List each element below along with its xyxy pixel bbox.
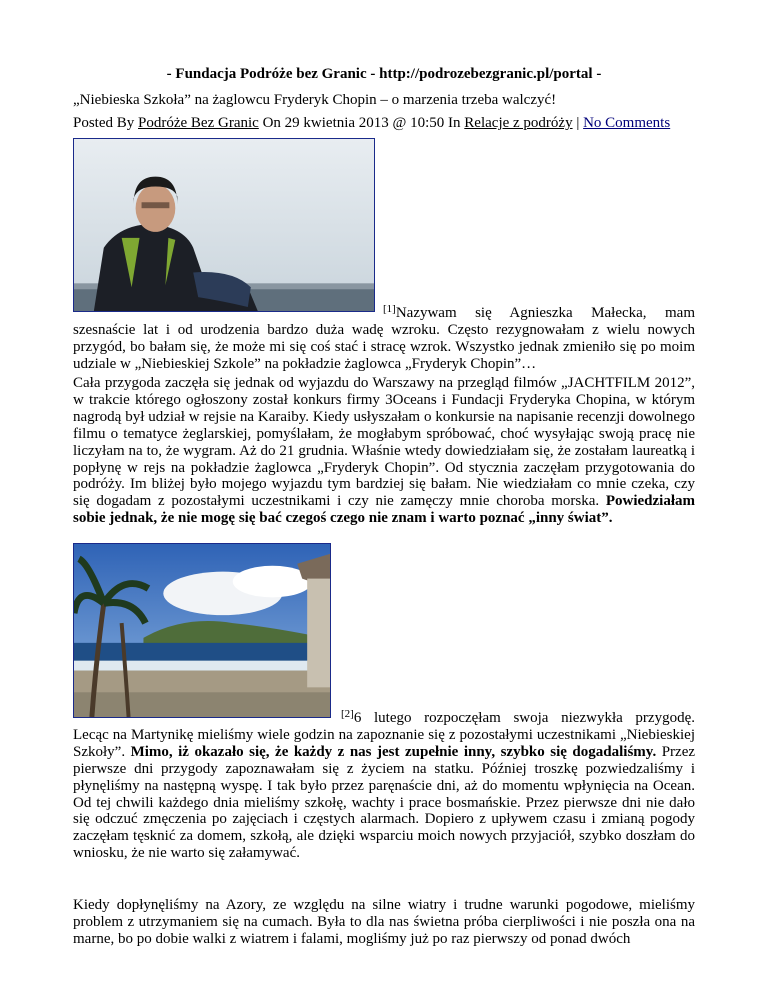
- paragraph-2-bold: Powiedziałam sobie jednak, że nie mogę się bać czegoś czego nie znam i warto poznać „inny świat”.: [73, 493, 695, 527]
- paragraph-3-text-a: Lecąc na Martynikę mieliśmy wiele godzin na zapoznanie się z pozostałymi uczestnikami „Niebieskiej Szkoły”.: [73, 726, 695, 760]
- paragraph-2-text: Cała przygoda zaczęła się jednak od wyjazdu do Warszawy na przegląd filmów „JACHTFILM 2012”, w trakcie którego ogłoszony został konkurs firmy 3Oceans i Fundacji Fryderyka Chopina, w którym nagrodą był udział w rejsie na Karaiby. Kiedy usłyszałam o konkursie na napisanie recenzji dowolnego filmu o tematyce żeglarskiej, pomyślałam, że mogłabym spróbować, choć wysyłając swoją pracę nie liczyłam na to, że wygram. Aż do 21 grudnia. Właśnie wtedy dowiedziałam się, że zostałam laureatką i popłynę w rejs na pokładzie żaglowca „Fryderyk Chopin”. Od stycznia zaczęłam przygotowania do podróży. Im bliżej było mojego wyjazdu tym bardziej się bałam. Nie wiedziałam co mnie czeka, czy się dogadam z pozostałymi uczestnikami i czy nie zamęczy mnie choroba morska.: [73, 375, 695, 510]
- paragraph-1-rest: szesnaście lat i od urodzenia bardzo duża wadę wzroku. Często rezygnowałam z wielu nowych przygód, bo bałam się, że może mi się coś stać i stracę wzrok. Wszystko jednak zmieniło się po moim udziale w „Niebieskiej Szkole” na pokładzie żaglowca „Fryderyk Chopin”…: [73, 321, 695, 372]
- paragraph-3-text-b: Przez pierwsze dni przygody zapoznawałam się z życiem na statku. Później troszkę pozwiedzaliśmy i płynęliśmy na następną wyspę. I tak było przez paręnaście dni, aż do momentu wpłynięcia na Ocean. Od tej chwili każdego dnia mieliśmy szkołę, wachty i prace bosmańskie. Przez pierwsze dni nie dało się odczuć zmęczenia po zajęciach i częstych alarmach. Dopiero z upływem czasu i zmianą pogody zaczęłam tęsknić za domem, szkołą, ale dzięki wsparciu moich nowych przyjaciół, szybko doszłam do wniosku, że nie warto się załamywać.: [73, 743, 696, 862]
- paragraph-4: Kiedy dopłynęliśmy na Azory, ze względu na silne wiatry i trudne warunki pogodowe, mieliśmy problem z utrzymaniem się na cumach. Była to dla nas świetna próba cierpliwości i nie poszła ona na marne, bo po dobie walki z wiatrem i falami, mogliśmy już po raz pierwszy od ponad dwóch: [73, 897, 695, 947]
- paragraph-3-line-1: 6 lutego rozpoczęłam swoja niezwykła przygodę.: [353, 710, 695, 726]
- category-link[interactable]: Relacje z podróży: [464, 115, 573, 131]
- in-label: In: [448, 115, 461, 131]
- paragraph-2: [73, 375, 695, 527]
- photo-tropical-beach: [73, 543, 331, 718]
- author-link[interactable]: Podróże Bez Granic: [138, 115, 259, 131]
- image-ref-1: [1]: [383, 303, 396, 315]
- article-title: „Niebieska Szkoła” na żaglowcu Fryderyk Chopin – o marzenia trzeba walczyć!: [73, 92, 557, 108]
- on-label: On: [262, 115, 281, 131]
- paragraph-1: [73, 305, 695, 373]
- paragraph-3-bold: Mimo, iż okazało się, że każdy z nas jest zupełnie inny, szybko się dogadaliśmy.: [130, 743, 657, 760]
- post-meta: [73, 115, 670, 132]
- paragraph-3: [73, 710, 695, 862]
- comments-link[interactable]: No Comments: [583, 115, 671, 131]
- meta-separator: |: [576, 115, 580, 131]
- posted-by-label: Posted By: [73, 115, 135, 131]
- image-ref-2: [2]: [341, 708, 354, 720]
- paragraph-1-line-1: Nazywam się Agnieszka Małecka, mam: [395, 305, 695, 321]
- photo-girl-by-sea: [73, 138, 375, 312]
- post-date: 29 kwietnia 2013 @ 10:50: [284, 115, 445, 131]
- site-header: - Fundacja Podróże bez Granic - http://podrozebezgranic.pl/portal -: [166, 66, 602, 82]
